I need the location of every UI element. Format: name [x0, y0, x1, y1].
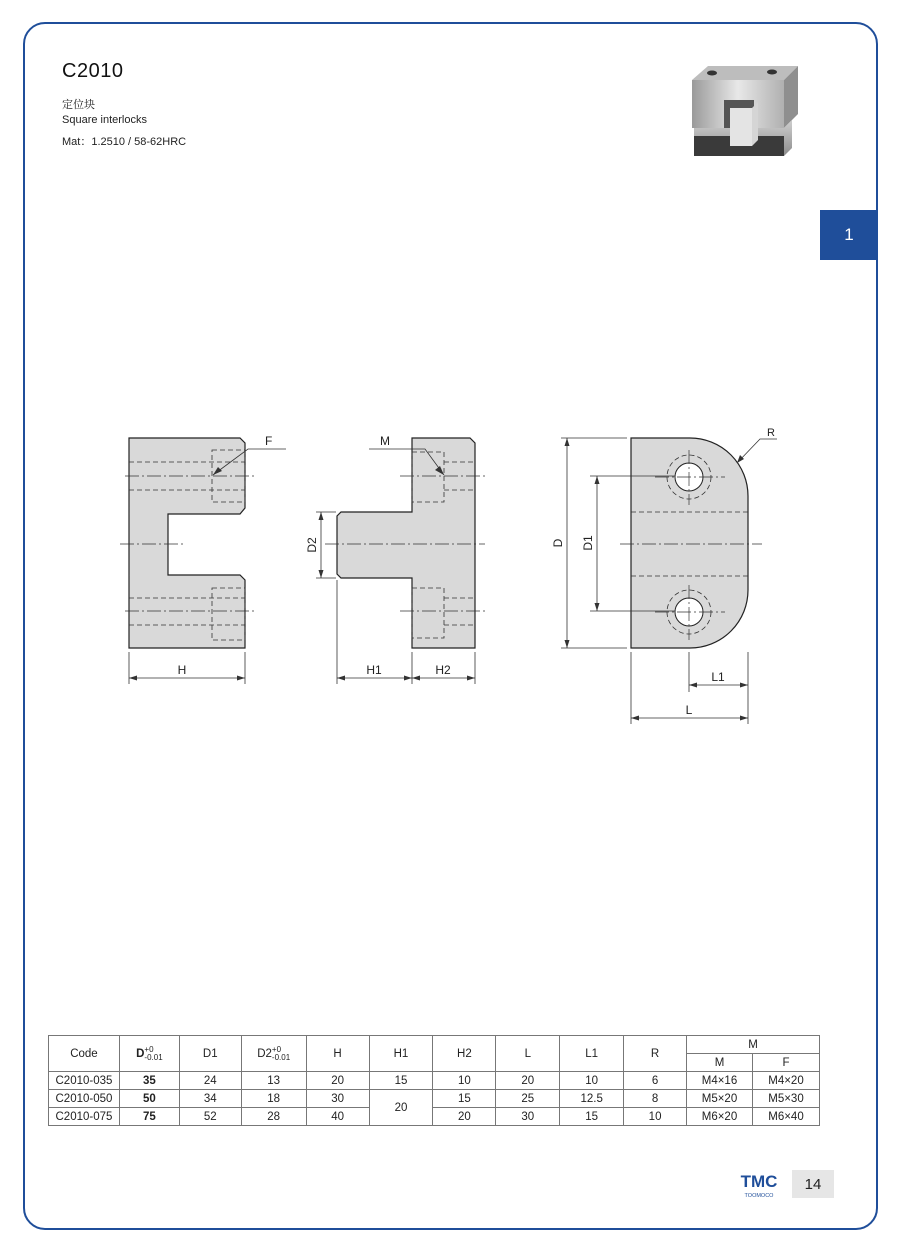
label-L1: L1: [711, 670, 725, 684]
cell-h: 40: [306, 1108, 369, 1126]
product-name-cn: 定位块: [62, 99, 95, 111]
cell-d2: 13: [241, 1072, 306, 1090]
cell-h: 20: [306, 1072, 369, 1090]
header-code: Code: [49, 1036, 120, 1072]
product-name-en: Square interlocks: [62, 114, 147, 126]
header-d1: D1: [179, 1036, 241, 1072]
cell-d1: 52: [179, 1108, 241, 1126]
cell-f: M5×30: [752, 1090, 819, 1108]
cell-l1: 10: [560, 1072, 624, 1090]
header-h: H: [306, 1036, 369, 1072]
cell-l1: 15: [560, 1108, 624, 1126]
header-l: L: [496, 1036, 560, 1072]
cell-code: C2010-050: [49, 1090, 120, 1108]
cell-l: 30: [496, 1108, 560, 1126]
svg-text:TOOMOCO: TOOMOCO: [744, 1193, 774, 1199]
label-H1: H1: [366, 663, 382, 677]
cell-d: 35: [119, 1072, 179, 1090]
cell-r: 8: [624, 1090, 687, 1108]
label-D: D: [551, 538, 565, 548]
svg-text:TMC: TMC: [740, 1172, 778, 1191]
cell-h2: 10: [433, 1072, 496, 1090]
label-D1: D1: [581, 535, 595, 551]
cell-r: 10: [624, 1108, 687, 1126]
label-M: M: [380, 434, 390, 448]
header-r: R: [624, 1036, 687, 1072]
cell-r: 6: [624, 1072, 687, 1090]
cell-code: C2010-075: [49, 1108, 120, 1126]
cell-f: M4×20: [752, 1072, 819, 1090]
cell-d1: 24: [179, 1072, 241, 1090]
header-d2: D2 +0 -0.01: [241, 1036, 306, 1072]
label-F: F: [265, 434, 273, 448]
cell-h1: 15: [369, 1072, 433, 1090]
cell-l1: 12.5: [560, 1090, 624, 1108]
header-h1: H1: [369, 1036, 433, 1072]
page-number: 14: [792, 1170, 834, 1198]
cell-l: 25: [496, 1090, 560, 1108]
cell-m: M6×20: [687, 1108, 753, 1126]
cell-l: 20: [496, 1072, 560, 1090]
chapter-tab[interactable]: 1: [820, 210, 878, 260]
table-row: [49, 1072, 820, 1090]
cell-m: M5×20: [687, 1090, 753, 1108]
spec-table: [48, 1035, 820, 1126]
label-H2: H2: [435, 663, 451, 677]
cell-h: 30: [306, 1090, 369, 1108]
cell-d: 75: [119, 1108, 179, 1126]
label-L: L: [685, 703, 693, 717]
header-m-group: M: [687, 1036, 820, 1054]
cell-m: M4×16: [687, 1072, 753, 1090]
material-spec: Mat：1.2510 / 58-62HRC: [62, 136, 187, 148]
header-f: F: [752, 1054, 819, 1072]
front-view-body: [129, 438, 245, 648]
cell-h2: 15: [433, 1090, 496, 1108]
product-code: C2010: [62, 60, 124, 82]
header-h2: H2: [433, 1036, 496, 1072]
cell-d2: 18: [241, 1090, 306, 1108]
header-m: M: [687, 1054, 753, 1072]
side-view-body: [337, 438, 475, 648]
header-d: D +0 -0.01: [119, 1036, 179, 1072]
cell-d2: 28: [241, 1108, 306, 1126]
cell-f: M6×40: [752, 1108, 819, 1126]
label-D2: D2: [305, 537, 319, 553]
label-H: H: [177, 663, 187, 677]
cell-d: 50: [119, 1090, 179, 1108]
table-row: [49, 1090, 820, 1108]
header-l1: L1: [560, 1036, 624, 1072]
label-R: R: [767, 427, 775, 439]
cell-h2: 20: [433, 1108, 496, 1126]
cell-code: C2010-035: [49, 1072, 120, 1090]
cell-h1-merged: 20: [369, 1090, 433, 1126]
cell-d1: 34: [179, 1090, 241, 1108]
table-row: [49, 1108, 820, 1126]
tmc-logo: [734, 1170, 784, 1200]
